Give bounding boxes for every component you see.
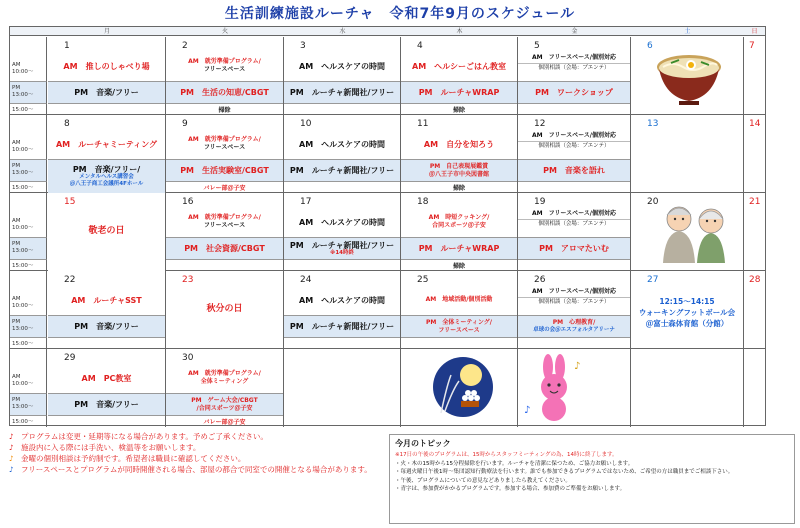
am-program: AM 時短クッキング/ 合同スポーツ＠子安 — [428, 214, 490, 229]
extra-slot — [284, 259, 400, 271]
holiday-label: 秋分の日 — [206, 304, 243, 314]
am-program: AM フリースペース/個別対応 個別相談（会場：ブエンテ） — [518, 210, 630, 228]
pm-program: PM 生活実験室/CBGT — [166, 159, 283, 181]
day-cell — [48, 349, 166, 427]
day-cell — [48, 115, 166, 193]
day-number: 27 — [647, 275, 659, 285]
am-time-label: AM 10:00～ — [10, 271, 47, 315]
am-program: AM 就労準備プログラム/ フリースペース — [188, 58, 261, 73]
day-cell — [518, 193, 631, 271]
day-number: 8 — [64, 119, 70, 129]
music-note-icon: ♪ — [9, 443, 14, 452]
am-time-label: AM 10:00～ — [10, 37, 47, 81]
extra-slot — [518, 259, 630, 271]
pm-program: PM アロマたいむ — [518, 237, 630, 259]
am-program: AM ヘルスケアの時間 — [299, 139, 385, 149]
day-cell — [284, 271, 401, 349]
extra-slot — [401, 337, 517, 349]
day-cell — [166, 115, 284, 193]
am-program: AM 地域活動/個別活動 — [425, 296, 493, 303]
extra-slot — [518, 181, 630, 193]
day-cell — [48, 37, 166, 115]
am-program: AM PC教室 — [81, 373, 132, 383]
pm-time-label: PM 13:00～ — [10, 393, 47, 415]
extra-slot — [48, 103, 165, 115]
day-cell — [284, 37, 401, 115]
day-number: 5 — [534, 41, 540, 51]
pm-program: PM ルーチャWRAP — [401, 237, 517, 259]
pm-program: PM 音楽/フリー — [48, 315, 165, 337]
pm-time-label: PM 13:00～ — [10, 315, 47, 337]
music-note-icon: ♪ — [9, 454, 14, 463]
pm-program: PM ゲーム大会/CBGT /合同スポーツ＠子安 — [166, 393, 283, 415]
extra-slot: 掃除 — [401, 103, 517, 115]
day-cell — [631, 271, 744, 349]
extra-slot — [48, 337, 165, 349]
svg-text:♪: ♪ — [524, 405, 531, 416]
pm-time-label: PM 13:00～ — [10, 237, 47, 259]
week-row-2 — [10, 115, 765, 193]
dow-sun: 日 — [744, 27, 765, 36]
day-number: 10 — [300, 119, 312, 129]
day-number: 2 — [182, 41, 188, 51]
am-program: AM 就労準備プログラム/ フリースペース — [188, 214, 261, 229]
pm-program: PM 生活の知恵/CBGT — [166, 81, 283, 103]
pm-program: PM ワークショップ — [518, 81, 630, 103]
am-program: AM ヘルシーごはん教室 — [412, 61, 506, 71]
am-program: AM 推しのしゃべり場 — [63, 61, 150, 71]
am-program: AM ヘルスケアの時間 — [299, 61, 385, 71]
dow-thu: 木 — [401, 27, 518, 36]
day-number: 20 — [647, 197, 659, 207]
day-number: 24 — [300, 275, 312, 285]
day-number: 14 — [749, 119, 761, 129]
rabbit-illustration — [522, 353, 586, 423]
am-program: AM 就労準備プログラム/ フリースペース — [188, 136, 261, 151]
extra-slot — [518, 103, 630, 115]
am-program: AM ルーチャSST — [71, 295, 142, 305]
end-time-label: 15:00～ — [10, 181, 47, 193]
svg-text:♪: ♪ — [574, 361, 581, 372]
day-number: 19 — [534, 197, 546, 207]
day-number: 3 — [300, 41, 306, 51]
end-time-label: 15:00～ — [10, 415, 47, 427]
dow-tue: 火 — [166, 27, 284, 36]
elderly-couple-illustration — [653, 199, 737, 267]
extra-slot — [166, 259, 283, 271]
day-cell — [166, 271, 284, 349]
pm-time-label: PM 13:00～ — [10, 81, 47, 103]
day-cell — [166, 193, 284, 271]
empty-cell — [744, 349, 765, 427]
note-item: ♪ プログラムは変更・延期等になる場合があります。予めご了承ください。 — [9, 432, 268, 441]
topics-heading: 今月のトピック — [395, 439, 451, 448]
day-number: 12 — [534, 119, 546, 129]
am-program: AM フリースペース/個別対応 個別相談（会場：ブエンテ） — [518, 54, 630, 72]
day-cell — [401, 193, 518, 271]
day-cell — [744, 193, 765, 271]
day-number: 29 — [64, 353, 76, 363]
day-cell — [48, 193, 166, 271]
am-time-label: AM 10:00～ — [10, 115, 47, 159]
pm-program: PM 心理教育/ 卓球の会＠エスフォルタアリーナ — [518, 315, 630, 337]
am-program: AM ルーチャミーティング — [55, 139, 158, 149]
topic-item: ・青字は、参加費がかかるプログラムです。参加する場合、参加費のご準備をお願いします。 — [395, 486, 626, 493]
end-time-label: 15:00～ — [10, 259, 47, 271]
week-row-3 — [10, 193, 765, 271]
pm-program: PM 自己表現展鑑賞 ＠八王子市中央図書館 — [401, 159, 517, 181]
day-number: 9 — [182, 119, 188, 129]
udon-bowl-illustration — [653, 43, 725, 109]
am-program: AM フリースペース/個別対応 個別相談（会場：ブエンテ） — [518, 132, 630, 150]
week-row-1 — [10, 37, 765, 115]
dow-mon: 月 — [48, 27, 166, 36]
topic-item: ・毎週火曜日午後1時～集団認知行動療法を行います。誰でも参加できるプログラムではないため、ご希望の方は職員までご相談下さい。 — [395, 469, 734, 476]
extra-slot — [284, 103, 400, 115]
calendar-grid — [9, 26, 766, 426]
pm-program: PM 音楽/フリー — [48, 393, 165, 415]
day-cell — [401, 271, 518, 349]
am-program: AM ヘルスケアの時間 — [299, 295, 385, 305]
monthly-topics — [389, 434, 795, 524]
day-cell — [518, 271, 631, 349]
dow-sat: 土 — [631, 27, 744, 36]
extra-slot: 掃除 — [166, 103, 283, 115]
day-cell — [631, 193, 744, 271]
day-cell — [284, 115, 401, 193]
topic-item: ※17日の午後のプログラムは、15時からスタッフミーティングの為、14時に終了します。 — [395, 452, 618, 458]
day-number: 22 — [64, 275, 76, 285]
am-time-label: AM 10:00～ — [10, 349, 47, 393]
empty-cell — [631, 349, 744, 427]
day-cell — [744, 271, 765, 349]
pm-program: PM ルーチャ新聞社/フリー — [284, 81, 400, 103]
pm-program: PM ルーチャWRAP — [401, 81, 517, 103]
empty-cell — [401, 349, 518, 427]
note-item: ♪ フリースペースとプログラムが同時開催される場合、部屋の都合で同室での開催となる場合があります。 — [9, 465, 372, 474]
day-number: 23 — [182, 275, 194, 285]
day-cell — [631, 37, 744, 115]
note-item: ♪ 金曜の個別相談は予約制です。希望者は職員に確認してください。 — [9, 454, 246, 463]
am-program: AM 自分を知ろう — [423, 139, 495, 149]
extra-slot: 掃除 — [401, 181, 517, 193]
day-cell — [401, 37, 518, 115]
pm-time-label: PM 13:00～ — [10, 159, 47, 181]
day-cell — [166, 37, 284, 115]
extra-slot: 掃除 — [401, 259, 517, 271]
topic-item: ・午後、プログラムについての意見などありましたら教えてください。 — [395, 477, 571, 484]
pm-program: PM ルーチャ新聞社/フリー ※14時終 — [284, 237, 400, 259]
am-program: AM フリースペース/個別対応 個別相談（会場：ブエンテ） — [518, 288, 630, 306]
day-number: 7 — [749, 41, 755, 51]
day-number: 15 — [64, 197, 76, 207]
holiday-label: 敬老の日 — [88, 226, 125, 236]
day-number: 4 — [417, 41, 423, 51]
moon-viewing-illustration — [431, 355, 495, 419]
pm-program: PM 全体ミーティング/ フリースペース — [401, 315, 517, 337]
day-number: 26 — [534, 275, 546, 285]
pm-program: PM ルーチャ新聞社/フリー — [284, 315, 400, 337]
note-item: ♪ 施設内に入る際には手洗い、検温等をお願いします。 — [9, 443, 201, 452]
pm-program: PM ルーチャ新聞社/フリー — [284, 159, 400, 181]
am-time-label: AM 10:00～ — [10, 193, 47, 237]
extra-slot: バレー部＠子安 — [166, 181, 283, 193]
week-row-4 — [10, 271, 765, 349]
day-number: 1 — [64, 41, 70, 51]
empty-cell — [518, 349, 631, 427]
day-number: 13 — [647, 119, 659, 129]
extra-slot — [48, 415, 165, 427]
day-number: 30 — [182, 353, 194, 363]
day-number: 6 — [647, 41, 653, 51]
day-number: 18 — [417, 197, 429, 207]
extra-slot: バレー部＠子安 — [166, 415, 283, 427]
dow-label-blank — [10, 27, 48, 36]
day-cell — [166, 349, 284, 427]
empty-cell — [284, 349, 401, 427]
day-cell — [631, 115, 744, 193]
day-number: 16 — [182, 197, 194, 207]
pm-program: PM 社会資源/CBGT — [166, 237, 283, 259]
pm-program: PM 音楽/フリー/ メンタルヘルス講習会 ＠八王子商工会議所4Fホール — [48, 159, 165, 193]
pm-program: PM 音楽/フリー — [48, 81, 165, 103]
topic-item: ・火・木の15時から15分程掃除を行います。ルーチャを清潔に保つため、ご協力お願いします。 — [395, 460, 634, 467]
extra-slot — [518, 337, 630, 349]
page-title: 生活訓練施設ルーチャ 令和7年9月のスケジュール — [224, 6, 576, 22]
music-note-icon: ♪ — [9, 432, 14, 441]
day-cell — [284, 193, 401, 271]
week-row-5 — [10, 349, 765, 427]
am-program: AM 就労準備プログラム/ 全体ミーティング — [188, 370, 261, 385]
day-cell — [401, 115, 518, 193]
am-program: AM ヘルスケアの時間 — [299, 217, 385, 227]
day-cell — [518, 115, 631, 193]
day-number: 21 — [749, 197, 761, 207]
extra-slot — [284, 181, 400, 193]
day-cell — [48, 271, 166, 349]
day-number: 28 — [749, 275, 761, 285]
day-cell — [744, 37, 765, 115]
pm-program: PM 音楽を語れ — [518, 159, 630, 181]
notes-list — [9, 431, 381, 475]
day-cell — [744, 115, 765, 193]
weekend-event: 12:15～14:15 ウォーキングフットボール会 ＠富士森体育館（分館） — [638, 297, 736, 328]
extra-slot — [284, 337, 400, 349]
day-number: 11 — [417, 119, 429, 129]
day-cell — [518, 37, 631, 115]
end-time-label: 15:00～ — [10, 103, 47, 115]
day-number: 25 — [417, 275, 429, 285]
dow-fri: 金 — [518, 27, 631, 36]
music-note-icon: ♪ — [9, 465, 14, 474]
end-time-label: 15:00～ — [10, 337, 47, 349]
day-number: 17 — [300, 197, 312, 207]
dow-wed: 水 — [284, 27, 401, 36]
